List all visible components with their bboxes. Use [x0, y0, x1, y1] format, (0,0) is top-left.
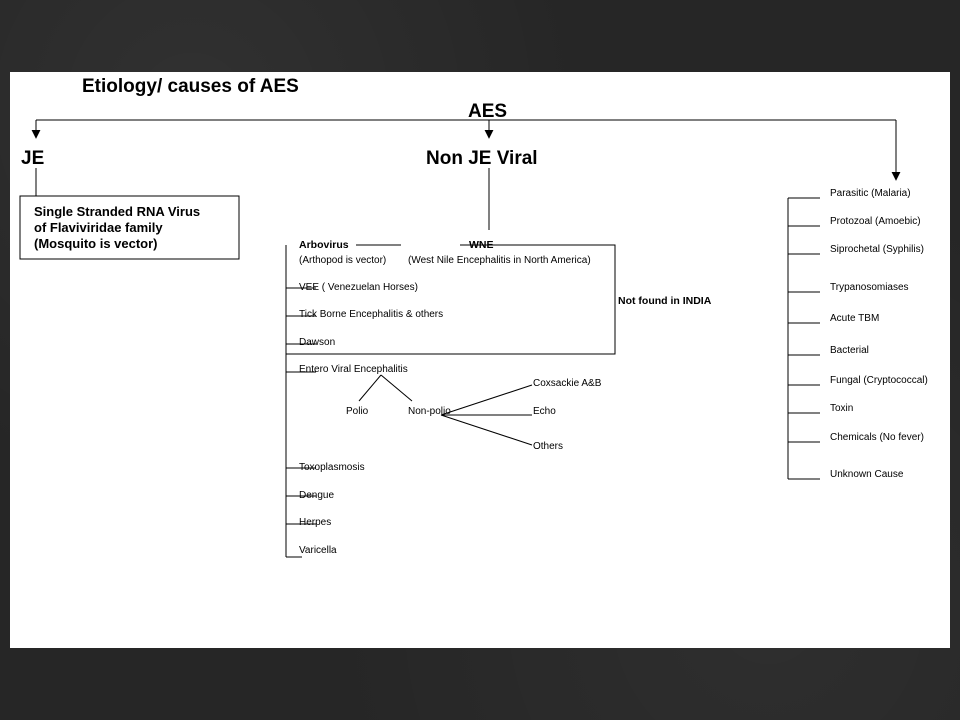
other-cause-item: Chemicals (No fever) [830, 432, 924, 443]
item-dawson: Dawson [299, 337, 336, 348]
je-label: JE [21, 148, 45, 169]
item-varicella: Varicella [299, 545, 337, 556]
not-found-india-label: Not found in INDIA [618, 295, 712, 307]
arbovirus-note: (Arthopod is vector) [299, 255, 387, 266]
entero-viral-label: Entero Viral Encephalitis [299, 364, 408, 375]
other-cause-item: Toxin [830, 403, 854, 414]
other-cause-item: Unknown Cause [830, 469, 904, 480]
slide [10, 72, 950, 648]
polio-label: Polio [346, 406, 369, 417]
je-desc-line-3: (Mosquito is vector) [34, 236, 158, 251]
nonpolio-to-others-line [441, 415, 532, 445]
entero-to-polio-line [359, 375, 381, 401]
item-dengue: Dengue [299, 490, 335, 501]
coxsackie-label: Coxsackie A&B [533, 378, 602, 389]
other-cause-item: Parasitic (Malaria) [830, 188, 911, 199]
other-cause-item: Fungal (Cryptococcal) [830, 375, 928, 386]
non-je-viral-label: Non JE Viral [426, 148, 538, 169]
other-cause-item: Siprochetal (Syphilis) [830, 244, 924, 255]
others-label: Others [533, 441, 564, 452]
wne-label: WNE [469, 239, 494, 251]
diagram-title: Etiology/ causes of AES [82, 76, 299, 97]
item-toxoplasmosis: Toxoplasmosis [299, 462, 365, 473]
je-desc-line-2: of Flaviviridae family [34, 220, 163, 235]
other-cause-item: Bacterial [830, 345, 869, 356]
other-cause-item: Protozoal (Amoebic) [830, 216, 921, 227]
item-tick-borne: Tick Borne Encephalitis & others [299, 309, 444, 320]
other-cause-item: Trypanosomiases [830, 282, 909, 293]
echo-label: Echo [533, 406, 556, 417]
je-desc-line-1: Single Stranded RNA Virus [34, 204, 201, 219]
root-node-aes: AES [468, 101, 508, 122]
other-cause-item: Acute TBM [830, 313, 880, 324]
non-polio-label: Non-polio [408, 406, 451, 417]
item-herpes: Herpes [299, 517, 332, 528]
arbovirus-label: Arbovirus [299, 239, 349, 251]
entero-to-nonpolio-line [381, 375, 412, 401]
item-vee: VEE ( Venezuelan Horses) [299, 282, 418, 293]
wne-note: (West Nile Encephalitis in North America) [408, 255, 591, 266]
other-causes-list [788, 188, 928, 480]
aes-etiology-diagram [10, 72, 950, 648]
nonpolio-to-coxsackie-line [441, 385, 532, 415]
